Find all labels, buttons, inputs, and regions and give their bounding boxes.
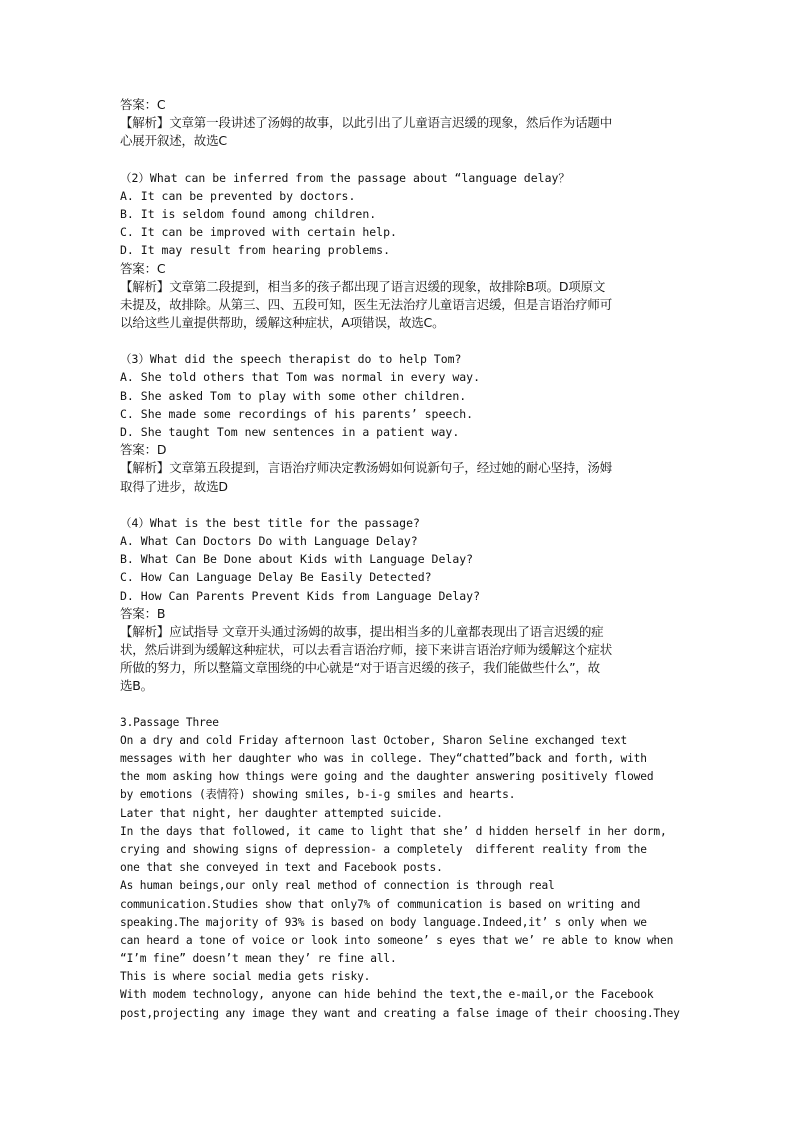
passage-line: post,projecting any image they want and creating a false image of their choosing.They [120, 1006, 680, 1020]
q4-option-a: A. What Can Doctors Do with Language Delay? [120, 533, 418, 548]
passage-line: crying and showing signs of depression- a completely different reality from the [120, 842, 647, 856]
passage-line: With modem technology, anyone can hide behind the text,the e-mail,or the Facebook [120, 988, 654, 1002]
q4-answer: 答案：B [120, 605, 166, 621]
q2-question: （2）What can be inferred from the passage about “language delay？ [120, 170, 570, 185]
q3-answer: 答案：D [120, 442, 167, 458]
passage-line: This is where social media gets risky. [120, 970, 371, 984]
passage-line: can heard a tone of voice or look into someone’ s eyes that we’ re able to know when [120, 933, 674, 947]
passage-line: messages with her daughter who was in college. They“chatted”back and forth, with [120, 752, 647, 765]
passage-line: by emotions (表情符) showing smiles, b-i-g smiles and hearts. [120, 788, 516, 802]
passage-three [120, 714, 682, 1023]
q3-analysis-line: 取得了进步，故选D [120, 478, 228, 494]
q1-analysis-line: 【解析】文章第一段讲述了汤姆的故事，以此引出了儿童语言迟缓的现象，然后作为话题中 [120, 115, 613, 131]
q4-question: （4）What is the best title for the passage? [120, 515, 420, 530]
q2-analysis-line: 【解析】文章第二段提到，相当多的孩子都出现了语言迟缓的现象，故排除B项。D项原文 [120, 278, 606, 294]
q4-analysis-line: 状，然后讲到为缓解这种症状，可以去看言语治疗师，接下来讲言语治疗师为缓解这个症状 [120, 642, 613, 658]
q2-option-d: D. It may result from hearing problems. [120, 243, 391, 258]
q3-analysis-line: 【解析】文章第五段提到，言语治疗师决定教汤姆如何说新句子，经过她的耐心坚持，汤姆 [120, 460, 613, 476]
passage-line: the mom asking how things were going and the daughter answering positively flowed [120, 770, 654, 784]
spacer [120, 332, 682, 350]
q1-analysis-line: 心展开叙述，故选C [120, 133, 227, 149]
q4-option-b: B. What Can Be Done about Kids with Language Delay? [120, 552, 474, 567]
q2-option-c: C. It can be improved with certain help. [120, 225, 397, 240]
passage-line: Later that night, her daughter attempted suicide. [120, 806, 443, 820]
passage-line: speaking.The majority of 93% is based on body language.Indeed,it’ s only when we [120, 915, 647, 929]
q4-analysis-line: 选B。 [120, 678, 153, 694]
q4-analysis-line: 所做的努力，所以整篇文章围绕的中心就是“对于语言迟缓的孩子，我们能做些什么”，故 [120, 660, 600, 676]
spacer [120, 496, 682, 514]
q2-option-b: B. It is seldom found among children. [120, 206, 377, 221]
q1-answer: 答案：C [120, 97, 166, 112]
q4-analysis-line: 【解析】应试指导 文章开头通过汤姆的故事，提出相当多的儿童都表现出了语言迟缓的症 [120, 623, 604, 639]
passage-line: On a dry and cold Friday afternoon last October, Sharon Seline exchanged text [120, 733, 628, 747]
spacer [120, 696, 682, 714]
passage-line: one that she conveyed in text and Facebook posts. [120, 861, 443, 875]
spacer [120, 151, 682, 169]
q3-option-b: B. She asked Tom to play with some other children. [120, 388, 467, 403]
q3-option-a: A. She told others that Tom was normal in every way. [120, 370, 481, 385]
q4-option-c: C. How Can Language Delay Be Easily Detected? [120, 570, 432, 585]
q2-answer: 答案：C [120, 260, 166, 276]
q4-option-d: D. How Can Parents Prevent Kids from Language Delay? [120, 588, 481, 603]
passage-title: 3.Passage Three [120, 715, 219, 729]
passage-line: “I’m fine” doesn’t mean they’ re fine all. [120, 952, 397, 966]
q3-option-c: C. She made some recordings of his parents’ speech. [120, 406, 474, 421]
q2-analysis-line: 以给这些儿童提供帮助，缓解这种症状，A项错误，故选C。 [120, 315, 445, 331]
passage-line: communication.Studies show that only7% of communication is based on writing and [120, 897, 641, 911]
document-content [120, 96, 682, 1023]
q3-option-d: D. She taught Tom new sentences in a patient way. [120, 425, 460, 439]
q2-analysis-line: 未提及，故排除。从第三、四、五段可知，医生无法治疗儿童语言迟缓，但是言语治疗师可 [120, 296, 613, 312]
q2-option-a: A. It can be prevented by doctors. [120, 188, 356, 203]
passage-line: As human beings,our only real method of connection is through real [120, 879, 555, 893]
q3-question: （3）What did the speech therapist do to help Tom? [120, 352, 462, 367]
passage-line: In the days that followed, it came to light that she’ d hidden herself in her dorm, [120, 824, 667, 838]
